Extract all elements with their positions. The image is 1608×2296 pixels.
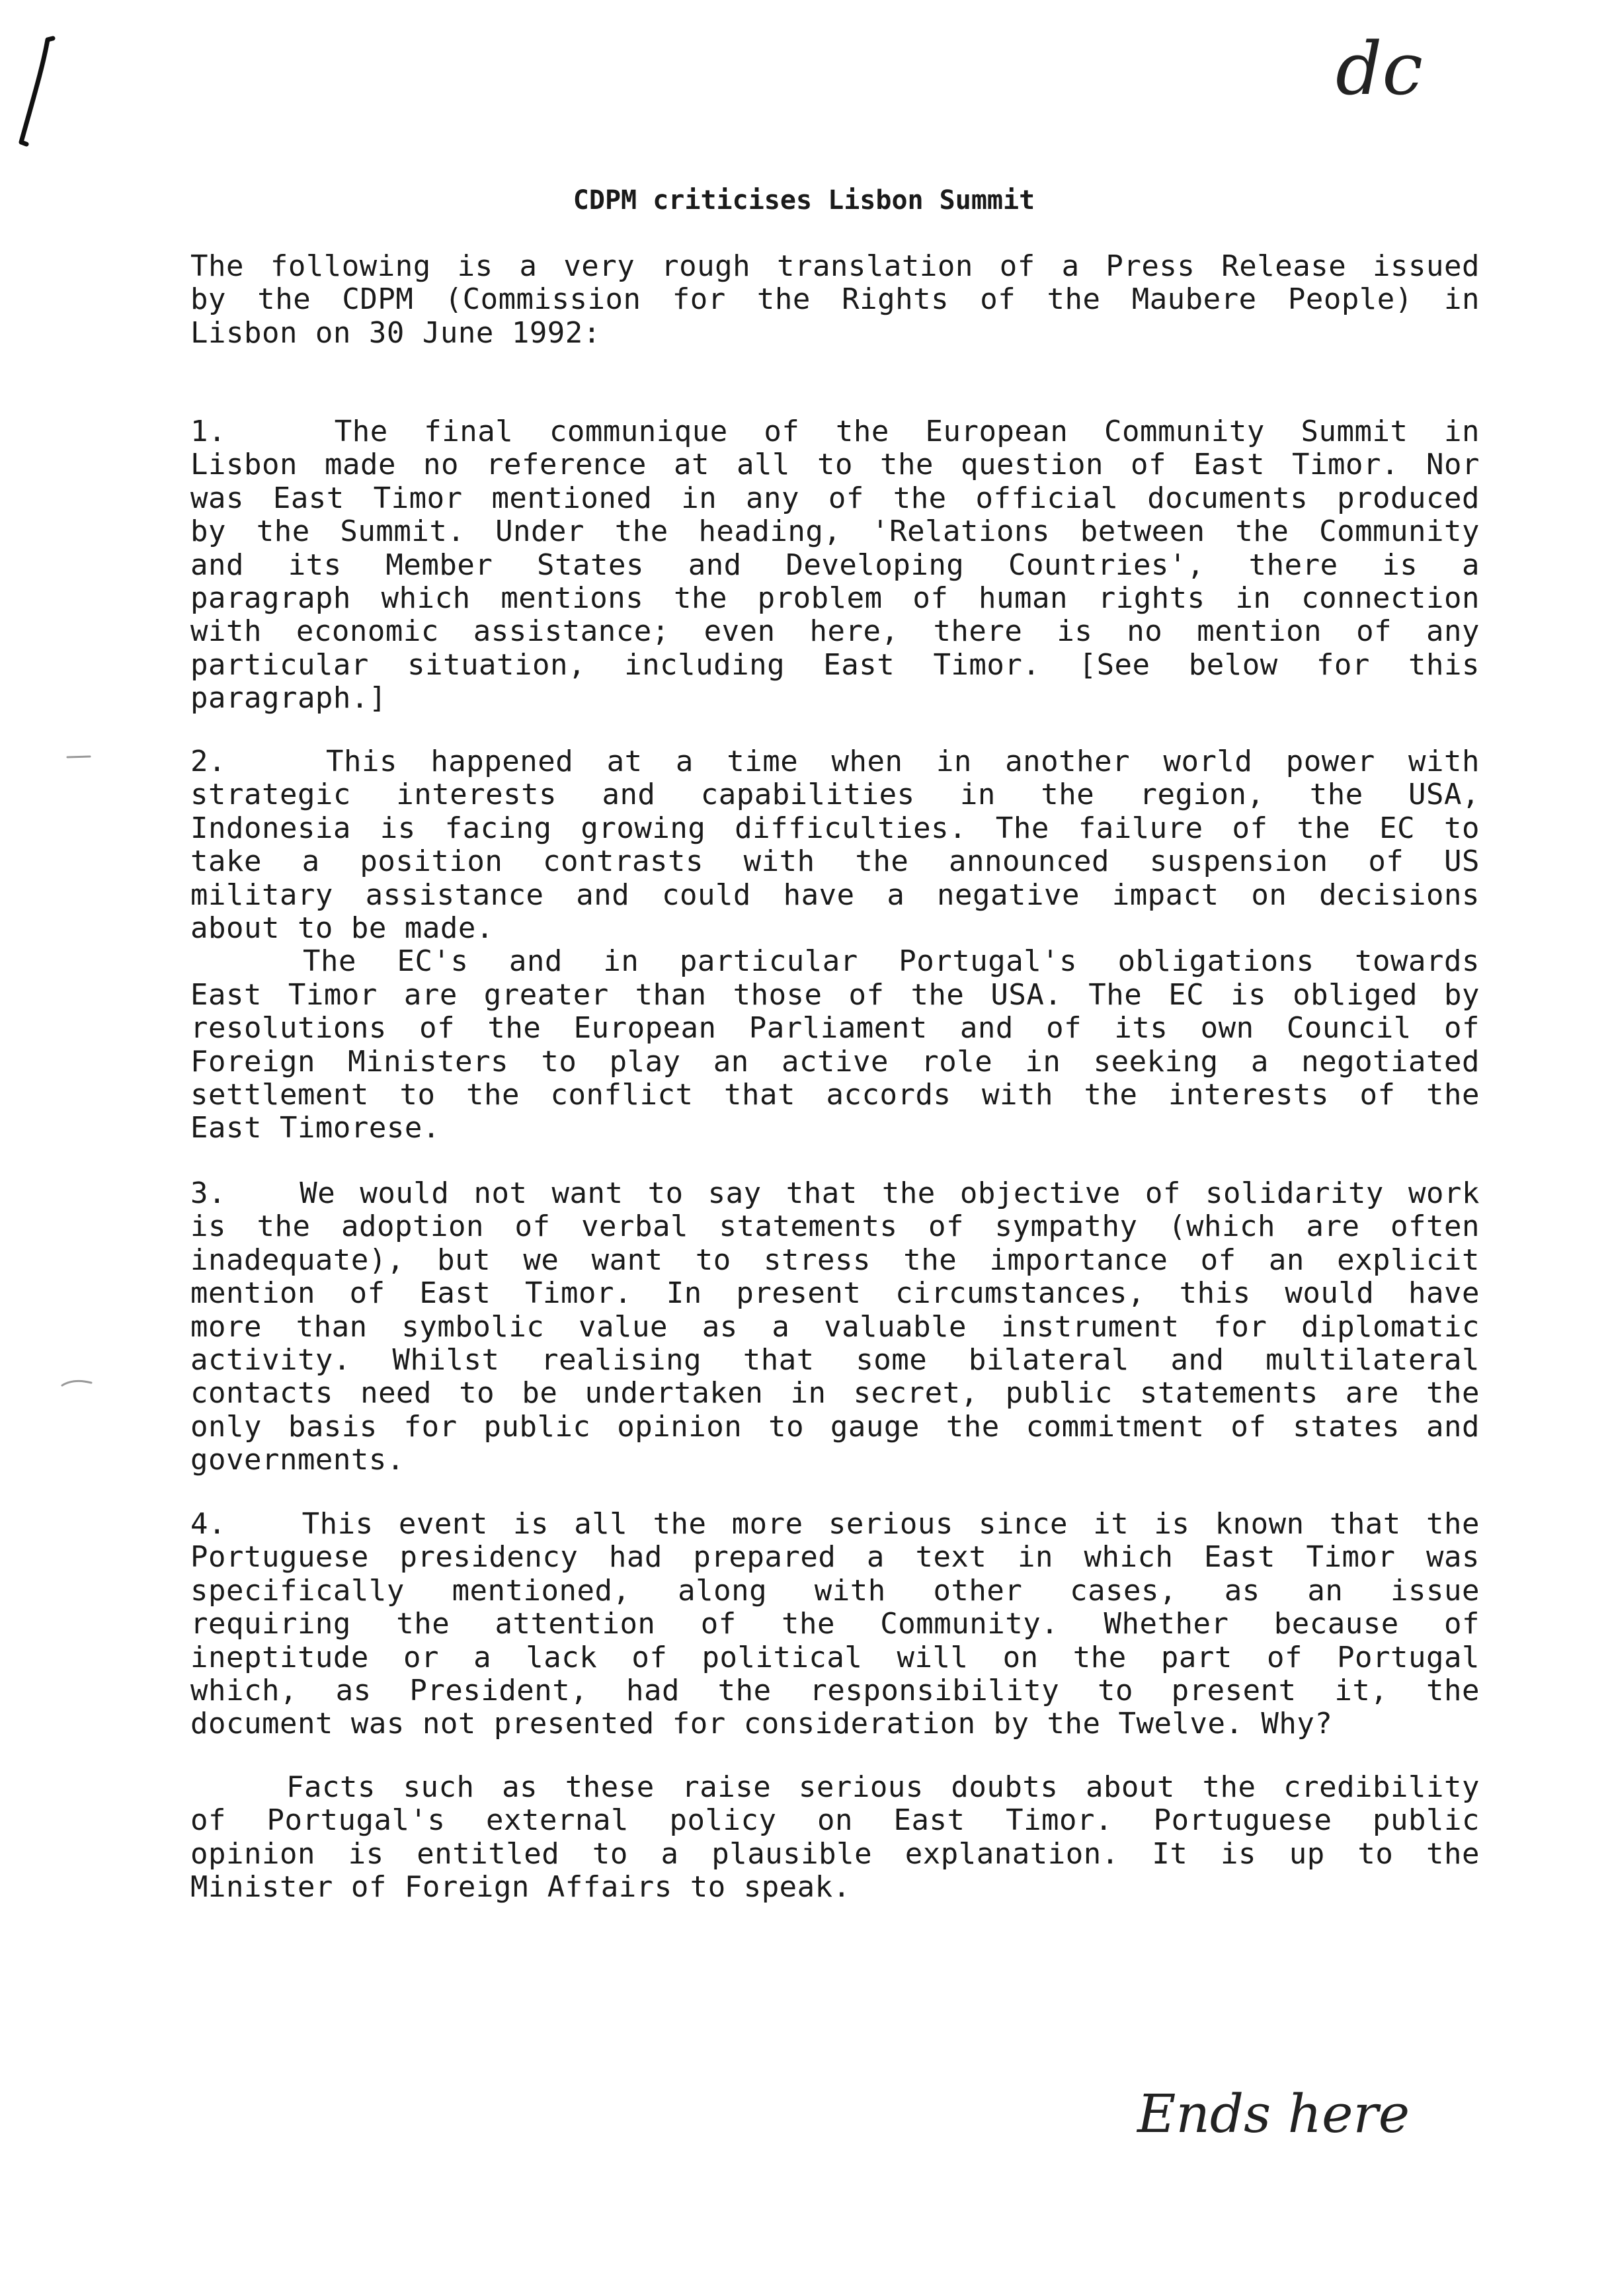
handwritten-initials: dc (1336, 26, 1424, 111)
text-line: specifically mentioned, along with other cases, as an issue (190, 1573, 1480, 1608)
text-line: requiring the attention of the Community. Whether because of (190, 1607, 1480, 1641)
text-line: contacts need to be undertaken in secret, public statements are the (190, 1376, 1480, 1411)
text-line: resolutions of the European Parliament and of its own Council of (190, 1011, 1480, 1046)
margin-tick-mark (61, 1379, 94, 1388)
text-line: 1. The final communique of the European Community Summit in (190, 415, 1480, 448)
text-line: more than symbolic value as a valuable instrument for diplomatic (190, 1309, 1480, 1344)
text-line: is the adoption of verbal statements of sympathy (which are often (190, 1210, 1480, 1244)
text-line: paragraph which mentions the problem of human rights in connection (190, 581, 1480, 615)
text-line: Facts such as these raise serious doubts about the credibility (286, 1770, 1480, 1804)
text-line: take a position contrasts with the announced suspension of US (190, 844, 1480, 879)
text-line: by the Summit. Under the heading, 'Relations between the Community (190, 514, 1480, 549)
text-line: strategic interests and capabilities in the region, the USA, (190, 778, 1480, 812)
margin-tick-mark (66, 754, 93, 760)
text-line: was East Timor mentioned in any of the official documents produced (190, 481, 1480, 515)
text-line: Indonesia is facing growing difficulties. The failure of the EC to (190, 811, 1480, 845)
text-line: governments. (190, 1443, 405, 1477)
text-line: opinion is entitled to a plausible explanation. It is up to the (190, 1836, 1480, 1871)
text-line: and its Member States and Developing Countries', there is a (190, 548, 1480, 582)
handwritten-slash-mark (7, 26, 60, 159)
text-line: which, as President, had the responsibility to present it, the (190, 1673, 1480, 1707)
text-line: East Timorese. (190, 1111, 440, 1145)
text-line: 2. This happened at a time when in another world power with (190, 745, 1480, 778)
text-line: document was not presented for consideration by the Twelve. Why? (190, 1707, 1333, 1741)
paragraph-2 (190, 745, 1480, 1145)
intro-paragraph (190, 250, 1480, 350)
paragraph-4 (190, 1508, 1480, 1741)
paragraph-1 (190, 415, 1480, 716)
text-line: inadequate), but we want to stress the importance of an explicit (190, 1243, 1480, 1277)
closing-paragraph (190, 1771, 1480, 1905)
text-line: The EC's and in particular Portugal's obligations towards (303, 944, 1480, 979)
text-line: Lisbon on 30 June 1992: (190, 315, 601, 350)
text-line: paragraph.] (190, 681, 387, 716)
paragraph-3 (190, 1177, 1480, 1477)
text-line: Portuguese presidency had prepared a text in which East Timor was (190, 1540, 1480, 1575)
text-line: The following is a very rough translation of a Press Release issued (190, 249, 1480, 283)
text-line: Lisbon made no reference at all to the question of East Timor. Nor (190, 448, 1480, 482)
text-line: ineptitude or a lack of political will on the part of Portugal (190, 1640, 1480, 1674)
document-title: CDPM criticises Lisbon Summit (573, 185, 1035, 216)
text-line: only basis for public opinion to gauge the commitment of states and (190, 1409, 1480, 1444)
text-line: by the CDPM (Commission for the Rights of the Maubere People) in (190, 282, 1480, 317)
text-line: 3. We would not want to say that the objective of solidarity work (190, 1176, 1480, 1210)
text-line: of Portugal's external policy on East Timor. Portuguese public (190, 1803, 1480, 1838)
text-line: mention of East Timor. In present circumstances, this would have (190, 1276, 1480, 1311)
text-line: with economic assistance; even here, there is no mention of any (190, 614, 1480, 649)
text-line: particular situation, including East Timor. [See below for this (190, 647, 1480, 682)
text-line: settlement to the conflict that accords with the interests of the (190, 1077, 1480, 1112)
text-line: Minister of Foreign Affairs to speak. (190, 1870, 851, 1905)
text-line: East Timor are greater than those of the USA. The EC is obliged by (190, 977, 1480, 1012)
text-line: Foreign Ministers to play an active role in seeking a negotiated (190, 1044, 1480, 1079)
handwritten-note: Ends here (1137, 2083, 1410, 2145)
text-line: about to be made. (190, 911, 494, 945)
text-line: activity. Whilst realising that some bilateral and multilateral (190, 1342, 1480, 1377)
text-line: 4. This event is all the more serious since it is known that the (190, 1507, 1480, 1541)
text-line: military assistance and could have a negative impact on decisions (190, 878, 1480, 912)
